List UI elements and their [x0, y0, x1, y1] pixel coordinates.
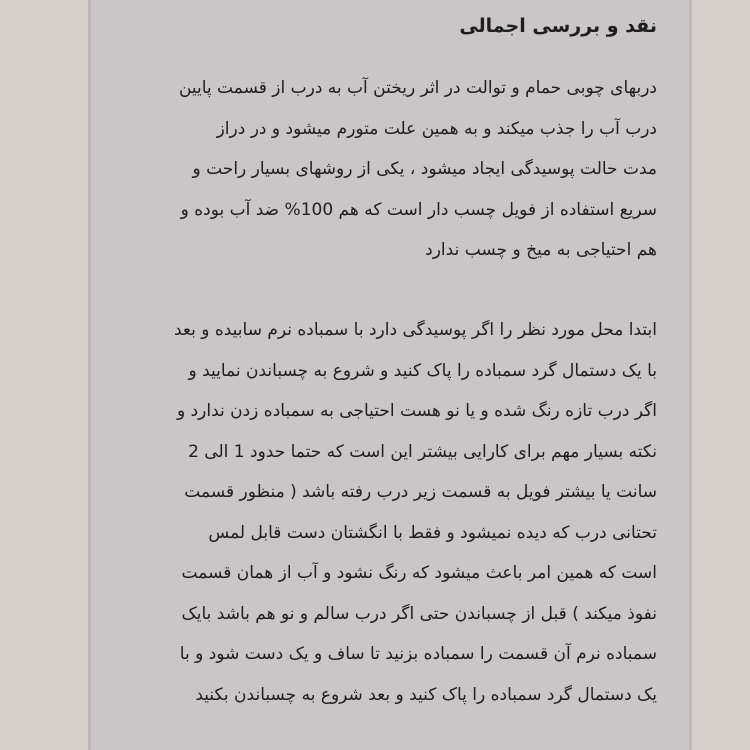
text-line: ابتدا محل مورد نظر را اگر پوسیدگی دارد با سمباده نرم سابیده و بعد [173, 320, 657, 340]
text-line: اگر درب تازه رنگ شده و یا نو هست احتیاجی به سمباده زدن ندارد و [176, 401, 657, 421]
text-line: سمباده نرم آن قسمت را سمباده بزنید تا ساف و یک دست شود و با [179, 644, 657, 664]
text-line: هم احتیاجی به میخ و چسب ندارد [425, 240, 657, 260]
text-line: سریع استفاده از فویل چسب دار است که هم 100% ضد آب بوده و [180, 199, 657, 220]
text-line: سانت یا بیشتر فویل به قسمت زیر درب رفته باشد ( منظور قسمت [184, 482, 657, 502]
text-line: مدت حالت پوسیدگی ایجاد میشود ، یکی از روشهای بسیار راحت و [192, 159, 657, 179]
text-line: درب آب را جذب میکند و به همین علت متورم میشود و در دراز [216, 118, 657, 139]
text-line: نفوذ میکند ) قبل از چسباندن حتی اگر درب سالم و نو هم باشد بایک [181, 603, 657, 624]
paragraph-instructions [174, 310, 657, 715]
text-line: دربهای چوبی حمام و توالت در اثر ریختن آب به درب از قسمت پایین [178, 78, 657, 98]
paragraph-intro [179, 68, 657, 271]
article-title: نقد و بررسی اجمالی [459, 15, 657, 37]
text-line: با یک دستمال گرد سمباده را پاک کنید و شروع به چسباندن نمایید و [188, 360, 657, 381]
text-line: است که همین امر باعث میشود که رنگ نشود و آب از همان قسمت [181, 563, 657, 583]
text-line: نکته بسیار مهم برای کارایی بیشتر این است که حتما حدود 1 الی 2 [188, 441, 657, 462]
article-panel [88, 0, 692, 750]
text-line: یک دستمال گرد سمباده را پاک کنید و بعد شروع به چسباندن بکنید [195, 684, 657, 705]
text-line: تحتانی درب که دیده نمیشود و فقط با انگشتان دست قابل لمس [208, 522, 657, 543]
